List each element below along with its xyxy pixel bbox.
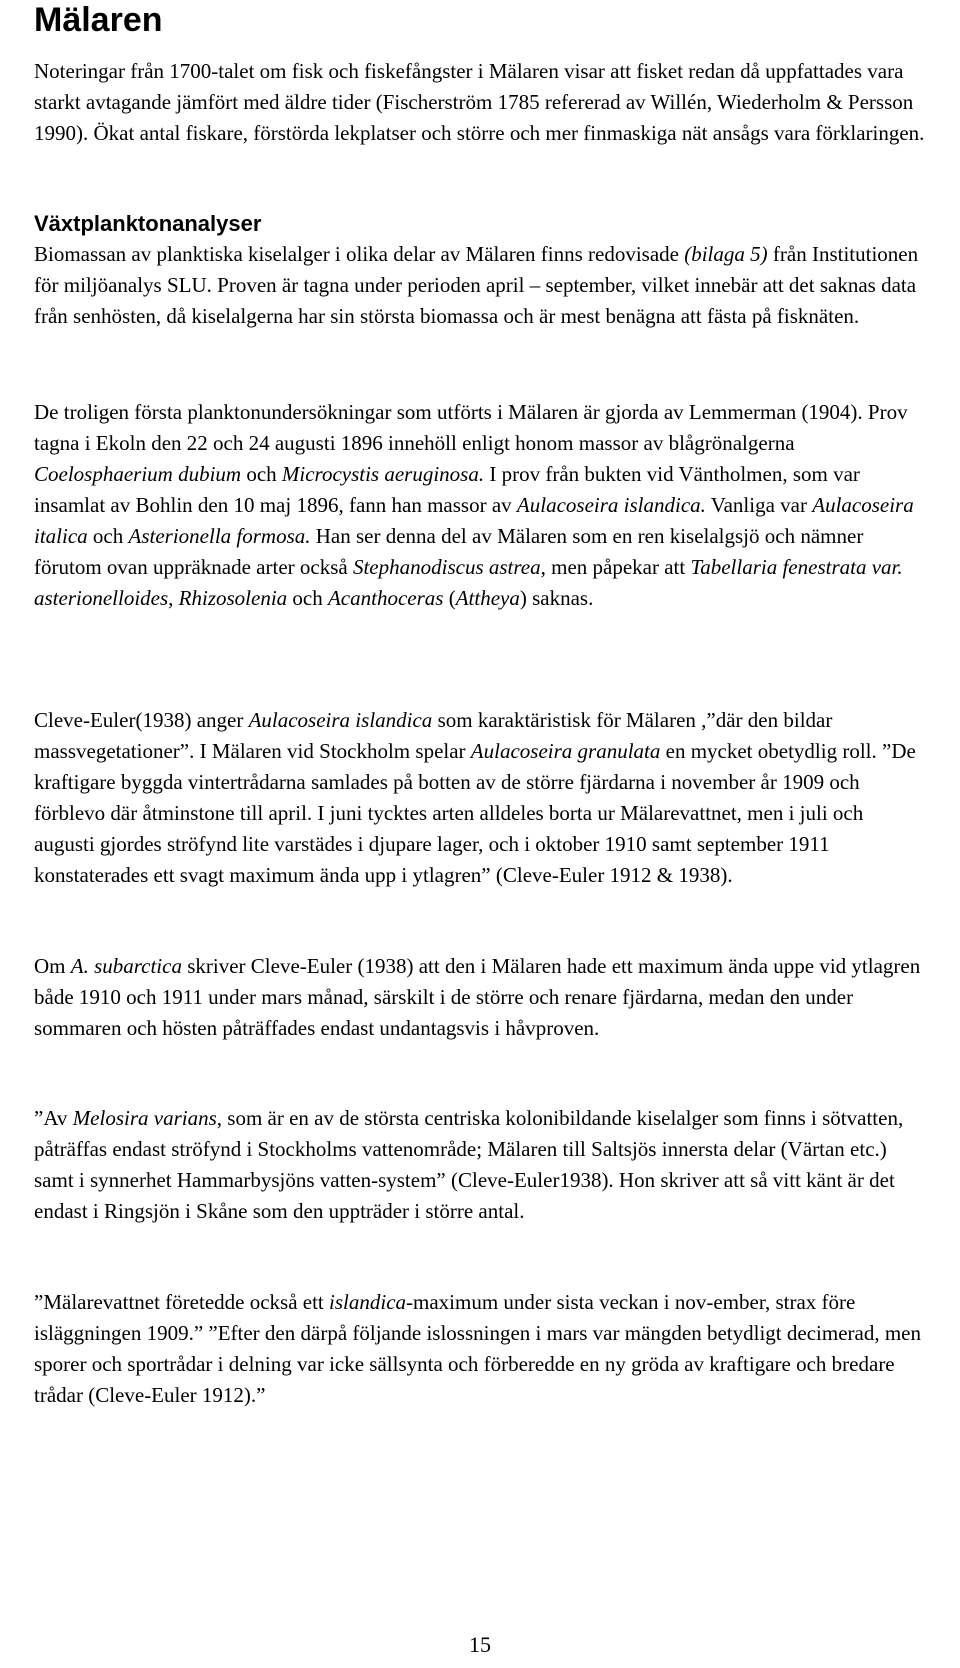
- intro-paragraph: Noteringar från 1700-talet om fisk och fiskefångster i Mälaren visar att fisket redan då uppfattades vara starkt avtagande jämfört med äldre tider (Fischerström 1785 refererad av Willén, Wiederholm & Persson 1990). Ökat antal fiskare, förstörda lekplatser och större och mer finmaskiga nät ansågs vara förklaringen.: [34, 59, 925, 145]
- italic-run: Aulacoseira islandica.: [516, 493, 706, 517]
- text-run: från Institutionen för miljöanalys SLU. Proven är tagna under perioden april – september, vilket innebär att det saknas data från senhösten, då kiselalgerna har sin största biomassa och är mest benägna att fästa på fisknäten.: [34, 242, 919, 328]
- text-run: I prov från bukten vid Väntholmen, som var insamlat av Bohlin den 10 maj 1896, fann han massor av: [34, 462, 860, 517]
- paragraph-block-islandica: [34, 1287, 926, 1411]
- text-run: skriver Cleve-Euler (1938) att den i Mälaren hade ett maximum ända uppe vid ytlagren både 1910 och 1911 under mars månad, särskilt i de större och renare fjärdarna, medan den under sommaren och hösten påträffades endast undantagsvis i håvproven.: [34, 954, 921, 1040]
- paragraph-islandica: [34, 1287, 926, 1411]
- section-block: [34, 209, 926, 332]
- italic-run: Acanthoceras: [327, 586, 444, 610]
- text-run: och: [287, 586, 328, 610]
- section-heading: Växtplanktonanalyser: [34, 211, 262, 236]
- text-run: och: [241, 462, 282, 486]
- italic-run: Aulacoseira islandica: [248, 708, 433, 732]
- text-run: -maximum under sista veckan i nov-ember, strax före isläggningen 1909.” ”Efter den därpå följande islossningen i mars var mängden betydligt decimerad, men sporer och sportrådar i delning var icke sällsynta och förberedde en ny gröda av kraftigare och bredare trådar (Cleve-Euler 1912).”: [34, 1290, 921, 1407]
- paragraph-lemmerman: [34, 397, 926, 614]
- text-run: en mycket obetydlig roll. ”De kraftigare byggda vintertrådarna samlades på botten av de större fjärdarna i november år 1909 och förblevo där åtminstone till april. I juni tycktes arten alldeles borta ur Mälarevattnet, men i juli och augusti gjordes ströfynd lite varstädes i djupare lager, och i oktober 1910 samt september 1911 konstaterades ett svagt maximum ända upp i ytlagren” (Cleve-Euler 1912 & 1938).: [34, 739, 916, 887]
- paragraph-subarctica: [34, 951, 926, 1044]
- italic-run: Coelosphaerium dubium: [34, 462, 242, 486]
- italic-run: Aulacoseira italica: [34, 493, 914, 548]
- paragraph-block-cleve-euler: [34, 705, 926, 891]
- text-run: , som är en av de största centriska kolonibildande kiselalger som finns i sötvatten, påträffas endast ströfynd i Stockholms vattenområde; Mälaren till Saltsjös innersta delar (Värtan etc.) samt i synnerhet Hammarbysjöns vatten-system” (Cleve-Euler1938). Hon skriver att så vitt känt är det endast i Ringsjön i Skåne som den uppträder i större antal.: [34, 1106, 904, 1223]
- italic-run: Stephanodiscus astrea: [352, 555, 541, 579]
- italic-run: Attheya: [455, 586, 520, 610]
- text-run: ”Mälarevattnet företedde också ett: [34, 1290, 330, 1314]
- intro-paragraph-block: [34, 56, 926, 149]
- text-run: Om: [34, 954, 71, 978]
- paragraph-melosira: [34, 1103, 926, 1227]
- paragraph-biomass: [34, 239, 926, 332]
- paragraph-block-lemmerman: [34, 397, 926, 614]
- italic-run: islandica: [329, 1290, 407, 1314]
- text-run: Biomassan av planktiska kiselalger i olika delar av Mälaren finns redovisade: [34, 242, 685, 266]
- text-run: De troligen första planktonundersökningar som utförts i Mälaren är gjorda av Lemmerman (1904). Prov tagna i Ekoln den 22 och 24 augusti 1896 innehöll enligt honom massor av blågrönalgerna: [34, 400, 908, 455]
- italic-run: Microcystis aeruginosa.: [281, 462, 485, 486]
- paragraph-block-melosira: [34, 1103, 926, 1227]
- italic-run: A. subarctica: [70, 954, 182, 978]
- italic-run: Asterionella formosa.: [128, 524, 311, 548]
- paragraph-block-subarctica: [34, 951, 926, 1044]
- text-run: Vanliga var: [705, 493, 813, 517]
- text-run: och: [87, 524, 129, 548]
- italic-run: Aulacoseira granulata: [470, 739, 661, 763]
- text-run: som karaktäristisk för Mälaren ,”där den bildar massvegetationer”. I Mälaren vid Stockholm spelar: [34, 708, 833, 763]
- italic-run: (bilaga 5): [684, 242, 768, 266]
- italic-run: Melosira varians: [72, 1106, 217, 1130]
- text-run: (: [443, 586, 456, 610]
- paragraph-cleve-euler: [34, 705, 926, 891]
- text-run: ) saknas.: [519, 586, 594, 610]
- text-run: Han ser denna del av Mälaren som en ren kiselalgsjö och nämner förutom ovan uppräknade arter också: [34, 524, 864, 579]
- page-title: Mälaren: [34, 1, 163, 39]
- page-number: 15: [469, 1632, 491, 1657]
- text-run: ”Av: [34, 1106, 73, 1130]
- text-run: Cleve-Euler(1938) anger: [34, 708, 249, 732]
- italic-run: Tabellaria fenestrata var. asterionelloides, Rhizosolenia: [34, 555, 903, 610]
- text-run: , men påpekar att: [540, 555, 691, 579]
